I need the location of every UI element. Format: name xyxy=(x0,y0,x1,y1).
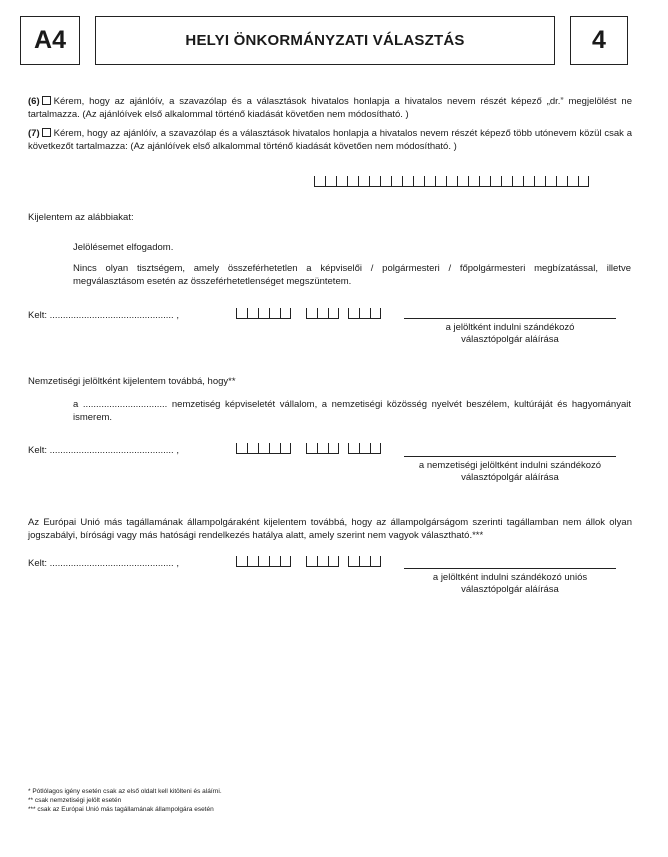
character-box[interactable] xyxy=(258,308,269,318)
character-box[interactable] xyxy=(534,176,545,186)
signature-2-line-1: a nemzetiségi jelöltként indulni szándékozó xyxy=(418,460,602,471)
character-box[interactable] xyxy=(317,443,328,453)
character-box[interactable] xyxy=(269,443,280,453)
character-box[interactable] xyxy=(468,176,479,186)
character-box[interactable] xyxy=(490,176,501,186)
option-7-number: (7) xyxy=(28,128,40,139)
declaration-intro: Kijelentem az alábbiakat: xyxy=(28,212,134,223)
date-year-boxes-1[interactable] xyxy=(236,308,291,319)
date-month-boxes-2[interactable] xyxy=(306,443,339,454)
signature-label-2 xyxy=(398,460,622,484)
character-box[interactable] xyxy=(280,443,291,453)
signature-3-line-1: a jelöltként indulni szándékozó uniós xyxy=(432,572,588,583)
character-box[interactable] xyxy=(348,308,359,318)
character-box[interactable] xyxy=(567,176,578,186)
character-box[interactable] xyxy=(435,176,446,186)
character-box[interactable] xyxy=(479,176,490,186)
character-box[interactable] xyxy=(370,443,381,453)
character-box[interactable] xyxy=(446,176,457,186)
option-7 xyxy=(28,128,632,153)
character-box[interactable] xyxy=(545,176,556,186)
form-title-box xyxy=(95,16,555,65)
character-box[interactable] xyxy=(556,176,567,186)
option-7-text: Kérem, hogy az ajánlóív, a szavazólap és a választások hivatalos honlapja a hivatalos nevem részét képező több utónevem közül csak a következőt tartalmazza: (Az ajánlóívek első alkalommal történő kiadását követően nem módosítható. ) xyxy=(28,128,632,152)
character-box[interactable] xyxy=(258,556,269,566)
character-box[interactable] xyxy=(369,176,380,186)
character-box[interactable] xyxy=(359,443,370,453)
character-box[interactable] xyxy=(269,556,280,566)
character-box[interactable] xyxy=(306,308,317,318)
footnote-3: *** csak az Európai Unió más tagállamának állampolgára esetén xyxy=(28,806,214,813)
character-box[interactable] xyxy=(523,176,534,186)
signature-label-3 xyxy=(404,572,616,596)
signature-label-1 xyxy=(404,322,616,346)
option-6 xyxy=(28,96,632,121)
character-box[interactable] xyxy=(269,308,280,318)
option-7-checkbox[interactable] xyxy=(42,128,51,137)
character-box[interactable] xyxy=(347,176,358,186)
form-code-box xyxy=(20,16,80,65)
eu-declaration: Az Európai Unió más tagállamának állampolgáraként kijelentem továbbá, hogy az állampolgárságom szerinti tagállamban nem állok olyan jogszabályi, bírósági vagy más hatósági rendelkezés hatálya alatt, amely szerint nem vagyok választható.*** xyxy=(28,517,632,541)
date-day-boxes-3[interactable] xyxy=(348,556,381,567)
character-box[interactable] xyxy=(280,308,291,318)
character-box[interactable] xyxy=(370,308,381,318)
character-box[interactable] xyxy=(348,556,359,566)
date-year-boxes-2[interactable] xyxy=(236,443,291,454)
character-box[interactable] xyxy=(280,556,291,566)
character-box[interactable] xyxy=(306,556,317,566)
date-year-boxes-3[interactable] xyxy=(236,556,291,567)
signature-1-line-1: a jelöltként indulni szándékozó xyxy=(445,322,575,333)
character-box[interactable] xyxy=(236,443,247,453)
signature-line-3[interactable] xyxy=(404,568,616,569)
forename-character-boxes[interactable] xyxy=(314,176,589,187)
date-month-boxes-3[interactable] xyxy=(306,556,339,567)
character-box[interactable] xyxy=(457,176,468,186)
signature-2-line-2: választópolgár aláírása xyxy=(461,472,559,483)
date-day-boxes-1[interactable] xyxy=(348,308,381,319)
kelt-place-field-3[interactable]: Kelt: ............................................... , xyxy=(28,558,179,569)
character-box[interactable] xyxy=(578,176,589,186)
character-box[interactable] xyxy=(328,556,339,566)
kelt-place-field-2[interactable]: Kelt: ............................................... , xyxy=(28,445,179,456)
character-box[interactable] xyxy=(370,556,381,566)
character-box[interactable] xyxy=(236,308,247,318)
date-day-boxes-2[interactable] xyxy=(348,443,381,454)
declaration-item-2: Nincs olyan tisztségem, amely összeférhetetlen a képviselői / polgármesteri / főpolgármesteri megbízatással, illetve megválasztásom esetén az összeférhetetlenséget megszüntetem. xyxy=(73,263,631,287)
character-box[interactable] xyxy=(348,443,359,453)
character-box[interactable] xyxy=(413,176,424,186)
signature-1-line-2: választópolgár aláírása xyxy=(461,334,559,345)
page-number: 4 xyxy=(592,26,606,54)
footnote-2: ** csak nemzetiségi jelölt esetén xyxy=(28,797,122,804)
nationality-text: a ................................ nemzetiség képviseletét vállalom, a nemzetiségi közösség nyelvét beszélem, kultúráját és hagyományait ismerem. xyxy=(73,399,631,423)
signature-line-2[interactable] xyxy=(404,456,616,457)
character-box[interactable] xyxy=(402,176,413,186)
option-6-text: Kérem, hogy az ajánlóív, a szavazólap és a választások hivatalos honlapja a hivatalos nevem részét képező „dr.” megjelölést ne tartalmazza. (Az ajánlóívek első alkalommal történő kiadását követően nem módosítható. ) xyxy=(28,96,632,120)
character-box[interactable] xyxy=(359,308,370,318)
character-box[interactable] xyxy=(317,556,328,566)
character-box[interactable] xyxy=(306,443,317,453)
character-box[interactable] xyxy=(501,176,512,186)
footnote-1: * Pótlólagos igény esetén csak az első oldalt kell kitölteni és aláírni. xyxy=(28,788,222,795)
nationality-intro: Nemzetiségi jelöltként kijelentem továbbá, hogy** xyxy=(28,376,236,387)
page-number-box xyxy=(570,16,628,65)
character-box[interactable] xyxy=(247,308,258,318)
option-6-number: (6) xyxy=(28,96,40,107)
kelt-place-field-1[interactable]: Kelt: ............................................... , xyxy=(28,310,179,321)
signature-3-line-2: választópolgár aláírása xyxy=(461,584,559,595)
character-box[interactable] xyxy=(512,176,523,186)
date-month-boxes-1[interactable] xyxy=(306,308,339,319)
option-6-checkbox[interactable] xyxy=(42,96,51,105)
form-title: HELYI ÖNKORMÁNYZATI VÁLASZTÁS xyxy=(185,32,465,49)
character-box[interactable] xyxy=(336,176,347,186)
declaration-item-1: Jelölésemet elfogadom. xyxy=(73,242,174,253)
signature-line-1[interactable] xyxy=(404,318,616,319)
character-box[interactable] xyxy=(424,176,435,186)
character-box[interactable] xyxy=(236,556,247,566)
character-box[interactable] xyxy=(359,556,370,566)
character-box[interactable] xyxy=(328,308,339,318)
character-box[interactable] xyxy=(358,176,369,186)
character-box[interactable] xyxy=(314,176,325,186)
character-box[interactable] xyxy=(325,176,336,186)
character-box[interactable] xyxy=(380,176,391,186)
form-code: A4 xyxy=(34,26,66,54)
character-box[interactable] xyxy=(247,556,258,566)
character-box[interactable] xyxy=(317,308,328,318)
character-box[interactable] xyxy=(247,443,258,453)
character-box[interactable] xyxy=(391,176,402,186)
character-box[interactable] xyxy=(258,443,269,453)
character-box[interactable] xyxy=(328,443,339,453)
